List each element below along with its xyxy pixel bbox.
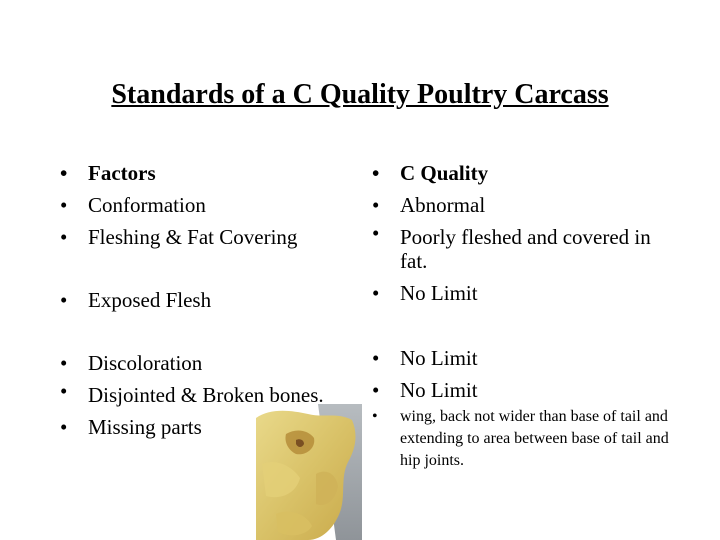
factor-label: Disjointed & Broken bones. bbox=[88, 383, 324, 407]
bullet-icon: • bbox=[60, 161, 68, 185]
bullet-icon: • bbox=[60, 225, 68, 249]
right-quality-list bbox=[370, 157, 670, 309]
left-defects-list bbox=[58, 347, 358, 443]
bullet-icon: • bbox=[60, 351, 68, 375]
factor-label: Exposed Flesh bbox=[88, 288, 212, 312]
list-item bbox=[370, 374, 670, 406]
bullet-icon: • bbox=[372, 378, 380, 402]
list-item bbox=[370, 221, 670, 277]
list-item bbox=[58, 157, 348, 189]
list-item bbox=[58, 347, 358, 379]
bullet-icon: • bbox=[60, 288, 68, 312]
right-missing-parts-note bbox=[370, 406, 670, 472]
standard-value: No Limit bbox=[400, 346, 478, 370]
bullet-icon: • bbox=[372, 281, 380, 305]
factor-label: Discoloration bbox=[88, 351, 203, 375]
bullet-icon: • bbox=[372, 346, 380, 370]
list-item bbox=[370, 189, 670, 221]
bullet-icon: • bbox=[372, 193, 380, 217]
factor-label: Fleshing & Fat Covering bbox=[88, 225, 298, 249]
list-item bbox=[58, 411, 358, 443]
factors-heading: Factors bbox=[88, 161, 156, 185]
bullet-icon: • bbox=[60, 193, 68, 217]
list-item bbox=[58, 379, 358, 411]
left-exposed-flesh-list bbox=[58, 284, 348, 316]
bullet-icon: • bbox=[60, 379, 68, 403]
list-item bbox=[58, 189, 348, 221]
left-factors-list bbox=[58, 157, 348, 253]
standard-value: No Limit bbox=[400, 281, 478, 305]
list-item bbox=[58, 221, 348, 253]
list-item bbox=[370, 406, 670, 472]
standard-value: Abnormal bbox=[400, 193, 486, 217]
factor-label: Missing parts bbox=[88, 415, 202, 439]
bullet-icon: • bbox=[60, 415, 68, 439]
list-item bbox=[58, 284, 348, 316]
bullet-icon: • bbox=[372, 161, 380, 185]
list-item bbox=[370, 277, 670, 309]
list-item bbox=[370, 342, 670, 374]
standard-value: Poorly fleshed and covered in fat. bbox=[400, 225, 651, 273]
standard-value: No Limit bbox=[400, 378, 478, 402]
list-item bbox=[370, 157, 670, 189]
bullet-icon: • bbox=[372, 408, 378, 425]
slide-title: Standards of a C Quality Poultry Carcass bbox=[111, 79, 609, 110]
factor-label: Conformation bbox=[88, 193, 206, 217]
quality-heading: C Quality bbox=[400, 161, 489, 185]
missing-parts-description: wing, back not wider than base of tail and extending to area between base of tail and hip joints. bbox=[400, 408, 669, 469]
bullet-icon: • bbox=[372, 221, 380, 245]
right-limits-list bbox=[370, 342, 670, 406]
